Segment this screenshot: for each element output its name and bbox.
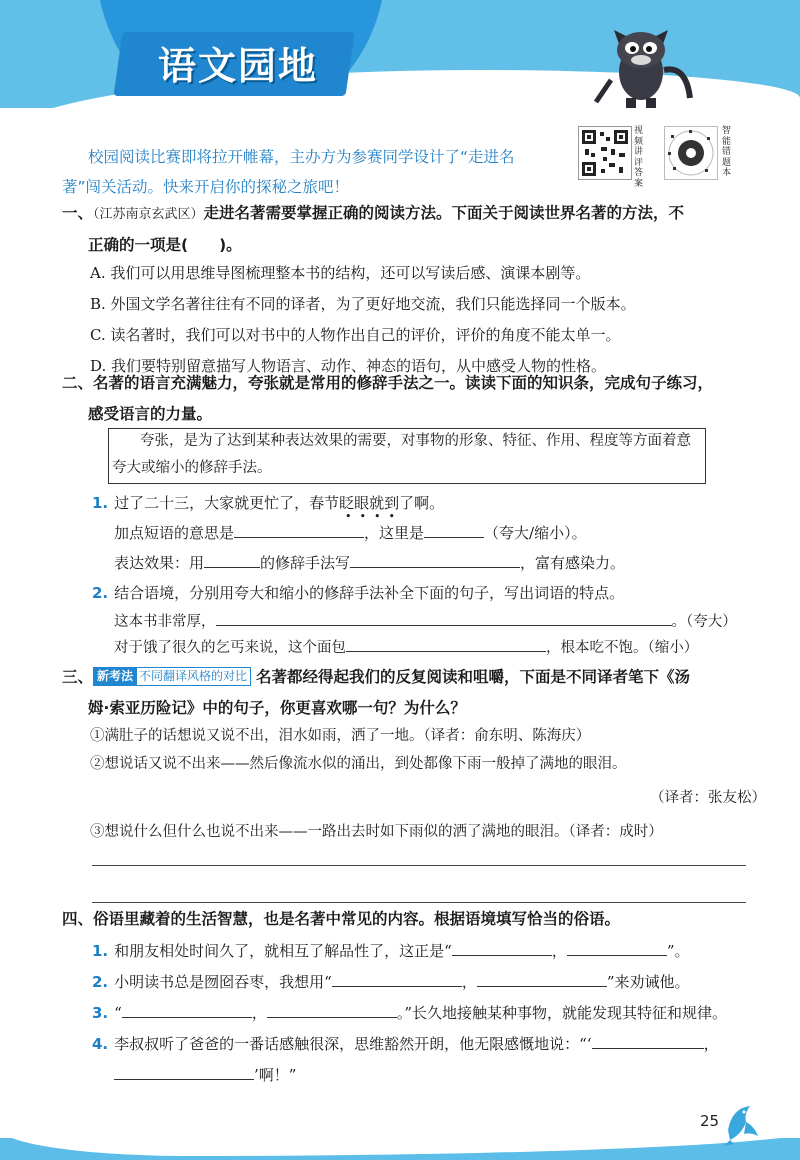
intro-paragraph — [62, 142, 562, 202]
question-2 — [62, 368, 762, 430]
blank-proverb-3a[interactable] — [122, 1001, 252, 1018]
intro-line-2: 著”闯关活动。快来开启你的探秘之旅吧！ — [62, 178, 350, 196]
q1-stem-a: 走进名著需要掌握正确的阅读方法。下面关于阅读世界名著的方法，不 — [203, 204, 685, 222]
q1-option-d[interactable]: D. 我们要特别留意描写人物语言、动作、神态的语句，从中感受人物的性格。 — [90, 357, 607, 375]
q2-stem-b: 感受语言的力量。 — [88, 405, 213, 423]
q1-option-c[interactable]: C. 读名著时，我们可以对书中的人物作出自己的评价，评价的角度不能太单一。 — [90, 326, 621, 344]
q4-item-4-cont: ’啊！” — [92, 1060, 772, 1091]
blank-exaggerate[interactable] — [216, 609, 672, 626]
knowledge-note-text: 夸张，是为了达到某种表达效果的需要，对事物的形象、特征、作用、程度等方面着意夸大或缩小的修辞手法。 — [112, 433, 691, 476]
q4-items — [92, 936, 772, 1091]
q4-item-4: 4. 李叔叔听了爸爸的一番话感触很深，思维豁然开朗，他无限感慨地说：“‘ ， — [92, 1029, 772, 1060]
q4-item-1: 1. 和朋友相处时间久了，就相互了解品性了，这正是“ ， ”。 — [92, 936, 772, 967]
new-exam-tag: 新考法 — [93, 667, 137, 686]
q1-stem-b: 正确的一项是( )。 — [88, 236, 242, 254]
q3-quotes — [90, 722, 770, 846]
blank-proverb-1b[interactable] — [567, 939, 667, 956]
q1-option-b[interactable]: B. 外国文学名著往往有不同的译者，为了更好地交流，我们只能选择同一个版本。 — [90, 295, 636, 313]
q2-label: 二、 — [62, 374, 94, 392]
tag-description: 不同翻译风格的对比 — [135, 667, 251, 686]
quote-3: ③想说什么但什么也说不出来——一路出去时如下雨似的洒了满地的眼泪。（译者：成时） — [90, 824, 663, 840]
q2-sub-2: 2. 结合语境，分别用夸大和缩小的修辞手法补全下面的句子，写出词语的特点。 — [92, 584, 625, 602]
q2-sub-1 — [92, 488, 772, 519]
answer-line-1[interactable] — [92, 864, 746, 866]
q1-option-a[interactable]: A. 我们可以用思维导图梳理整本书的结构，还可以写读后感、演课本剧等。 — [90, 264, 591, 282]
q1-label: 一、 — [62, 204, 94, 222]
blank-proverb-1a[interactable] — [452, 939, 552, 956]
q1-source: （江苏南京玄武区） — [93, 207, 204, 222]
q2-s2-line1: 这本书非常厚， 。（夸大） — [114, 608, 764, 636]
q2-s1-line2: 加点短语的意思是 ，这里是 （夸大/缩小）。 — [114, 518, 774, 549]
q2-s2-line2: 对于饿了很久的乞丐来说，这个面包 ，根本吃不饱。（缩小） — [114, 634, 764, 662]
quote-1: ①满肚子的话想说又说不出，泪水如雨，洒了一地。（译者：俞东明、陈海庆） — [90, 728, 591, 744]
dolphin-icon — [720, 1100, 764, 1148]
intro-line-1: 校园阅读比赛即将拉开帷幕，主办方为参赛同学设计了“走进名 — [88, 148, 515, 166]
blank-object[interactable] — [350, 551, 520, 568]
wolf-mascot-icon — [586, 10, 696, 110]
q2-s1-line3: 表达效果：用 的修辞手法写 ，富有感染力。 — [114, 548, 774, 579]
blank-proverb-3b[interactable] — [267, 1001, 397, 1018]
qr-code-video-icon[interactable] — [578, 126, 632, 180]
q4-item-2: 2. 小明读书总是囫囵吞枣，我想用“ ， ”来劝诫他。 — [92, 967, 772, 998]
blank-proverb-4a[interactable] — [592, 1032, 704, 1049]
page-title: 语文园地 — [157, 44, 318, 88]
page-number: 25 — [700, 1112, 720, 1130]
quote-2: ②想说话又说不出来——然后像流水似的涌出，到处都像下雨一般掉了满地的眼泪。 — [90, 756, 627, 772]
blank-proverb-2b[interactable] — [477, 970, 607, 987]
q4-item-3: 3. “ ， 。”长久地接触某种事物，就能发现其特征和规律。 — [92, 998, 772, 1029]
emphasis-dots: •••• — [345, 510, 403, 523]
blank-proverb-4b[interactable] — [114, 1063, 254, 1080]
quote-2-translator: （译者：张友松） — [650, 790, 766, 806]
qr-left-caption: 视频讲评答案 — [634, 126, 644, 189]
question-3: 三、 新考法 不同翻译风格的对比 名著都经得起我们的反复阅读和咀嚼，下面是不同译者笔下《汤 姆·索亚历险记》中的句子，你更喜欢哪一句？为什么？ — [62, 668, 690, 717]
blank-type[interactable] — [424, 521, 484, 538]
q2-stem-a: 名著的语言充满魅力，夸张就是常用的修辞手法之一。读读下面的知识条，完成句子练习， — [93, 374, 714, 392]
q2-s1-text: 过了二十三，大家就更忙了，春节眨眼就到了啊。 — [114, 494, 445, 512]
question-1 — [62, 198, 762, 261]
qr-code-mistakes-icon[interactable] — [664, 126, 718, 180]
blank-meaning[interactable] — [234, 521, 364, 538]
q2-s1-num: 1. — [92, 494, 109, 512]
blank-minimize[interactable] — [346, 635, 546, 652]
blank-device[interactable] — [204, 551, 260, 568]
question-4: 四、俗语里藏着的生活智慧，也是名著中常见的内容。根据语境填写恰当的俗语。 — [62, 910, 621, 928]
q1-options — [90, 258, 770, 382]
qr-right-caption: 智能错题本 — [722, 126, 732, 178]
answer-line-2[interactable] — [92, 901, 746, 903]
blank-proverb-2a[interactable] — [332, 970, 462, 987]
